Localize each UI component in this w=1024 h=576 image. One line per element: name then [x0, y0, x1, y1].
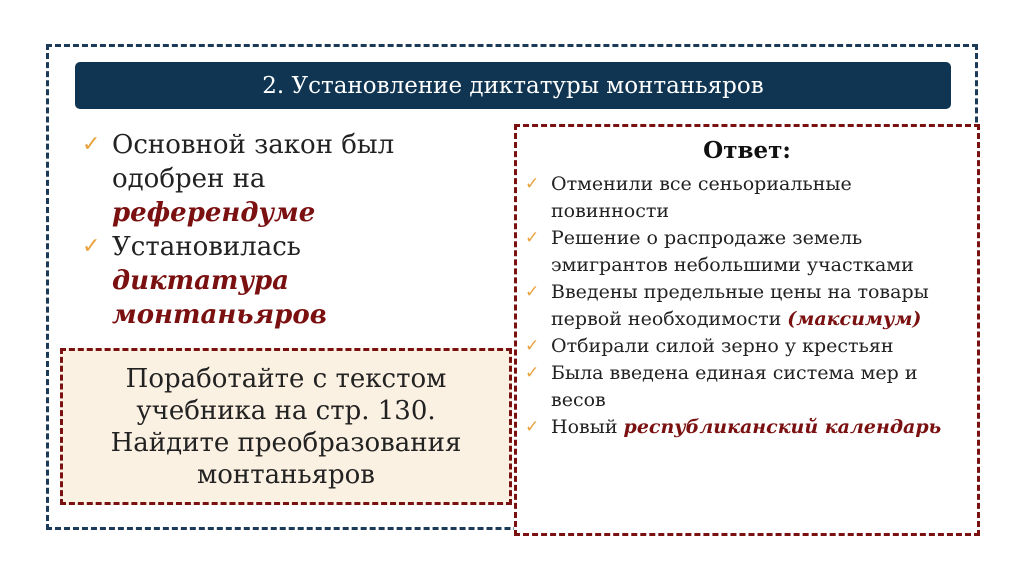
answer-item	[525, 225, 965, 279]
answer-item-text: Была введена единая система мер и весов	[551, 362, 918, 411]
checkmark-icon: ✓	[525, 174, 540, 194]
slide-title-text: 2. Установление диктатуры монтаньяров	[262, 72, 764, 99]
task-line-1: Поработайте с текстом	[125, 363, 447, 394]
left-list	[82, 128, 432, 332]
checkmark-icon: ✓	[525, 336, 540, 356]
answer-item	[525, 279, 965, 333]
answer-list	[525, 171, 965, 441]
checkmark-icon: ✓	[525, 363, 540, 383]
checkmark-icon: ✓	[525, 282, 540, 302]
checkmark-icon: ✓	[525, 228, 540, 248]
checkmark-icon: ✓	[82, 234, 101, 259]
left-item-2-text: Установилась	[112, 232, 301, 262]
task-line-4: монтаньяров	[197, 459, 375, 490]
answer-item-text: Решение о распродаже земель эмигрантов небольшими участками	[551, 227, 914, 276]
answer-item	[525, 171, 965, 225]
answer-item-text: Новый	[551, 416, 618, 438]
answer-item-emphasis: (максимум)	[787, 308, 922, 330]
answer-item-text: Отбирали силой зерно у крестьян	[551, 335, 894, 357]
answer-item	[525, 333, 965, 360]
task-line-3: Найдите преобразования	[110, 427, 462, 458]
answer-title: Ответ:	[703, 137, 791, 164]
answer-item-text: Отменили все сеньориальные повинности	[551, 173, 852, 222]
answer-item-text: Введены предельные цены на товары первой необходимости	[551, 281, 929, 330]
task-box	[60, 348, 512, 505]
left-item-1-text: Основной закон был одобрен на	[112, 130, 395, 194]
left-item-1	[82, 128, 432, 230]
checkmark-icon: ✓	[82, 132, 101, 157]
answer-item-emphasis: республиканский календарь	[623, 416, 942, 438]
left-item-1-emphasis: референдуме	[112, 198, 316, 228]
slide-title	[75, 62, 951, 109]
answer-box	[514, 124, 980, 536]
left-item-2	[82, 230, 432, 332]
left-item-2-emphasis: диктатура монтаньяров	[112, 266, 327, 330]
answer-item	[525, 360, 965, 414]
checkmark-icon: ✓	[525, 417, 540, 437]
answer-item	[525, 414, 965, 441]
task-line-2: учебника на стр. 130.	[136, 395, 436, 426]
